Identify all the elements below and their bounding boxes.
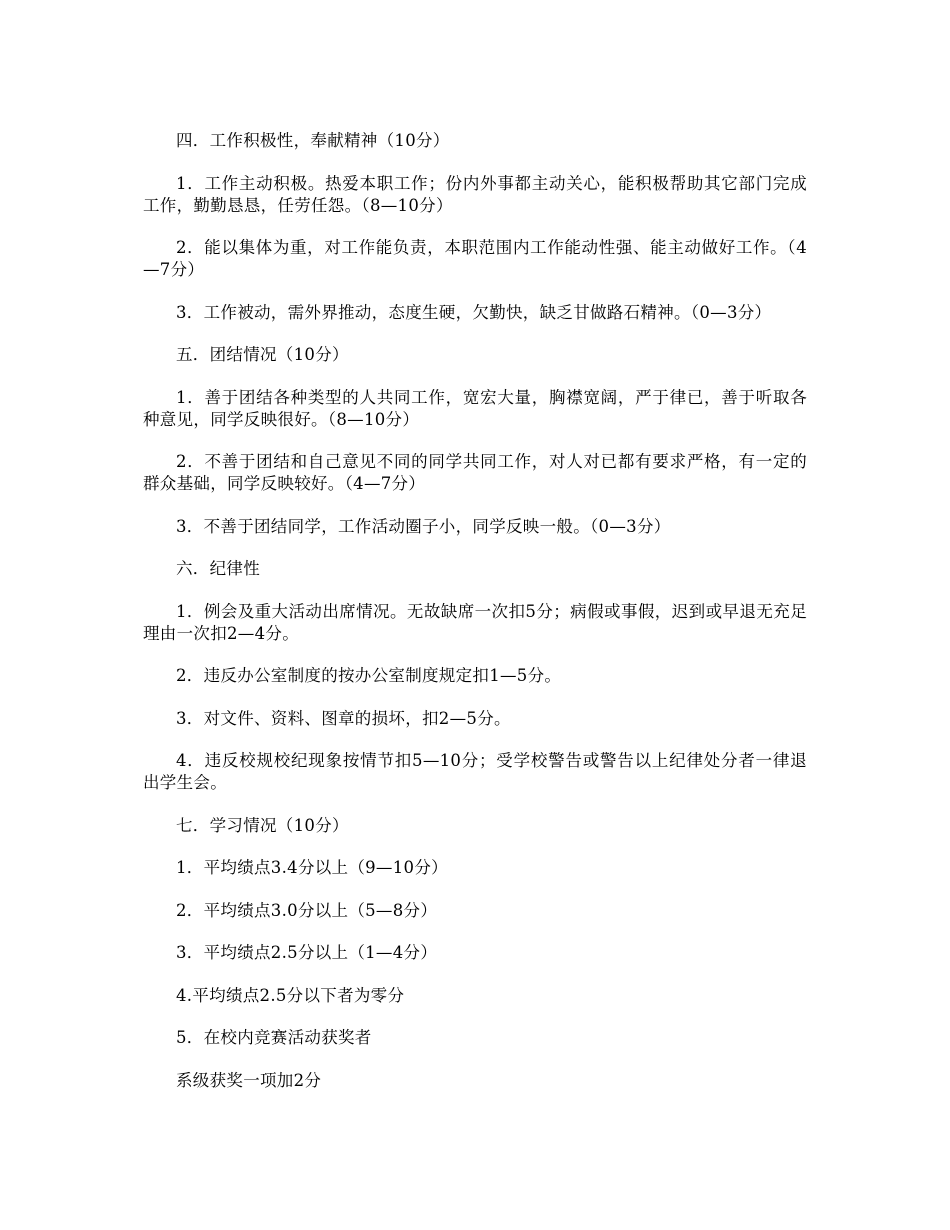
criterion-item: 2．能以集体为重，对工作能负责，本职范围内工作能动性强、能主动做好工作。（4—7分） [143,238,807,279]
criterion-item: 3．不善于团结同学，工作活动圈子小，同学反映一般。（0—3分） [176,516,671,536]
criterion-item: 1．平均绩点3.4分以上（9—10分） [176,858,448,877]
criterion-item: 1．工作主动积极。热爱本职工作；份内外事都主动关心，能积极帮助其它部门完成工作，勤勤恳恳，任劳任怨。（8—10分） [143,173,807,215]
criterion-item: 2．违反办公室制度的按办公室制度规定扣1—5分。 [176,666,562,685]
section-heading-study: 七．学习情况（10分） [176,815,349,835]
criterion-item: 3．平均绩点2.5分以上（1—4分） [176,943,438,962]
criterion-item: 系级获奖一项加2分 [176,1070,322,1090]
criterion-item: 3．工作被动，需外界推动，态度生硬，欠勤快，缺乏甘做路石精神。（0—3分） [176,302,772,322]
criterion-item: 4.平均绩点2.5分以下者为零分 [176,985,405,1005]
criterion-item: 5．在校内竞赛活动获奖者 [176,1028,372,1047]
criterion-item: 4．违反校规校纪现象按情节扣5—10分；受学校警告或警告以上纪律处分者一律退出学生会。 [143,751,807,792]
criterion-item: 2．不善于团结和自己意见不同的同学共同工作，对人对已都有要求严格，有一定的群众基础，同学反映较好。（4—7分） [143,452,807,493]
criterion-item: 1．善于团结各种类型的人共同工作，宽宏大量，胸襟宽阔，严于律已，善于听取各种意见，同学反映很好。（8—10分） [143,387,807,429]
section-heading-work-initiative: 四．工作积极性，奉献精神（10分） [176,131,450,150]
criterion-item: 3．对文件、资料、图章的损坏，扣2—5分。 [176,708,511,728]
section-heading-unity: 五．团结情况（10分） [176,345,349,364]
criterion-item: 1．例会及重大活动出席情况。无故缺席一次扣5分；病假或事假，迟到或早退无充足理由一次扣2—4分。 [143,601,807,643]
section-heading-discipline: 六．纪律性 [176,559,260,578]
criterion-item: 2．平均绩点3.0分以上（5—8分） [176,900,438,920]
